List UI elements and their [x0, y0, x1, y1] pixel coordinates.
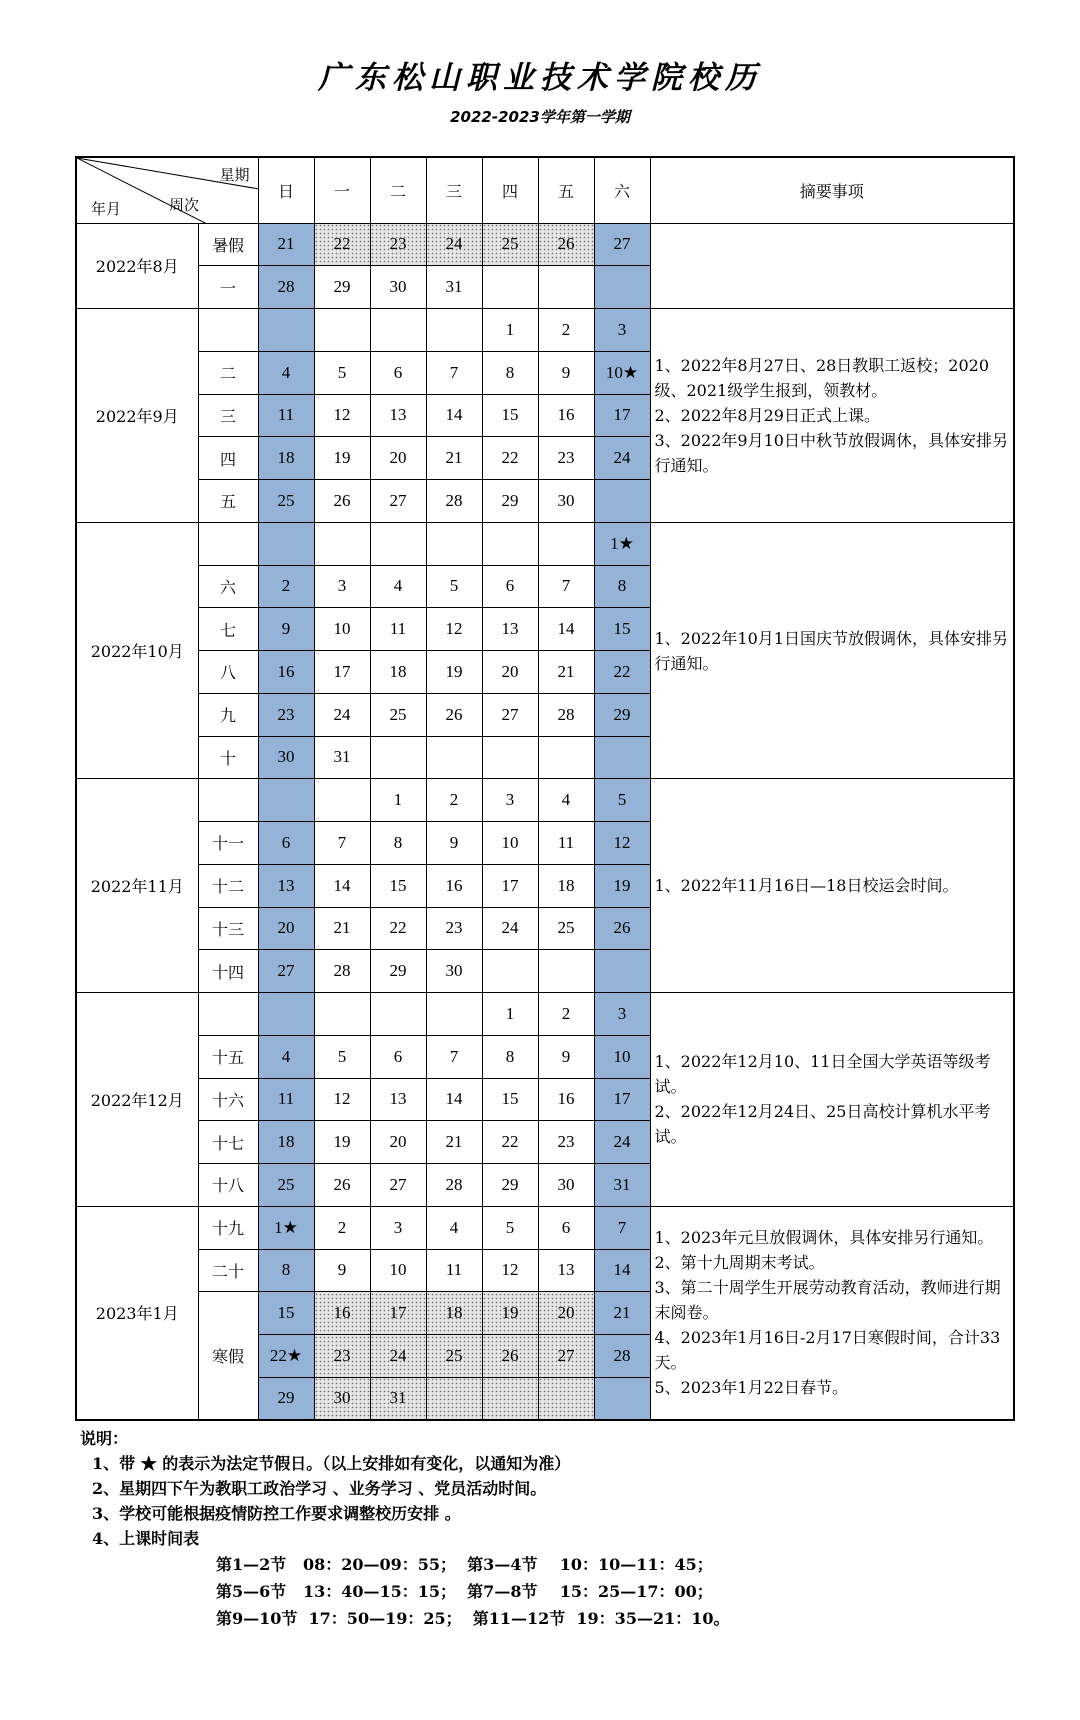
week-number: 十六	[198, 1078, 258, 1121]
day-cell: 29	[594, 693, 650, 736]
day-cell: 8	[370, 822, 426, 865]
note-item: 2、星期四下午为教职工政治学习 、业务学习 、党员活动时间。	[92, 1479, 547, 1498]
calendar-body	[76, 223, 1014, 1420]
note-item: 1、带 ★ 的表示为法定节假日。（以上安排如有变化，以通知为准）	[92, 1454, 571, 1473]
week-row	[76, 779, 1014, 822]
day-cell: 28	[258, 266, 314, 309]
day-cell: 8	[258, 1249, 314, 1292]
day-header: 六	[594, 157, 650, 223]
day-cell: 30	[538, 480, 594, 523]
corner-header	[76, 157, 258, 223]
day-cell: 29	[482, 480, 538, 523]
day-cell: 5	[314, 351, 370, 394]
day-cell: 10	[482, 822, 538, 865]
day-cell: 1	[370, 779, 426, 822]
day-cell: 22	[482, 1121, 538, 1164]
day-cell: 15	[482, 1078, 538, 1121]
day-cell: 17	[482, 864, 538, 907]
day-cell: 15	[370, 864, 426, 907]
day-header: 四	[482, 157, 538, 223]
page-title: 广东松山职业技术学院校历	[318, 60, 762, 96]
day-cell: 19	[314, 437, 370, 480]
day-cell	[258, 522, 314, 565]
day-cell: 27	[482, 693, 538, 736]
day-cell: 15	[594, 608, 650, 651]
day-cell: 11	[370, 608, 426, 651]
day-cell: 13	[370, 1078, 426, 1121]
day-cell: 31	[594, 1164, 650, 1207]
day-cell	[538, 950, 594, 993]
day-cell: 30	[314, 1377, 370, 1420]
day-cell	[538, 266, 594, 309]
day-cell: 22★	[258, 1335, 314, 1378]
day-cell: 18	[258, 1121, 314, 1164]
week-number: 十七	[198, 1121, 258, 1164]
day-cell: 2	[314, 1206, 370, 1249]
day-cell	[482, 736, 538, 779]
day-cell: 13	[538, 1249, 594, 1292]
day-cell: 31	[314, 736, 370, 779]
day-cell: 24	[594, 1121, 650, 1164]
week-number: 暑假	[198, 223, 258, 266]
day-cell	[538, 1377, 594, 1420]
day-cell	[482, 950, 538, 993]
week-number: 六	[198, 565, 258, 608]
day-header: 二	[370, 157, 426, 223]
day-cell: 26	[538, 223, 594, 266]
day-cell: 26	[314, 480, 370, 523]
day-cell: 14	[426, 394, 482, 437]
day-cell: 17	[594, 394, 650, 437]
day-cell: 19	[482, 1292, 538, 1335]
day-cell: 23	[538, 1121, 594, 1164]
calendar-table	[75, 156, 1015, 1421]
day-cell: 23	[370, 223, 426, 266]
schedule-row: 第1—2节 08：20—09：55； 第3—4节 10：10—11：45；	[216, 1555, 713, 1574]
day-cell: 20	[370, 437, 426, 480]
day-cell: 28	[594, 1335, 650, 1378]
day-cell: 12	[314, 1078, 370, 1121]
day-cell: 24	[314, 693, 370, 736]
day-cell	[370, 736, 426, 779]
summary-text: 1、2022年8月27日、28日教职工返校；2020级、2021级学生报到，领教材。 2、2022年8月29日正式上课。 3、2022年9月10日中秋节放假调休，具体安排另行通知。	[654, 355, 1008, 475]
day-cell: 16	[538, 1078, 594, 1121]
summary-header: 摘要事项	[650, 157, 1014, 223]
day-cell: 1★	[258, 1206, 314, 1249]
day-cell: 31	[370, 1377, 426, 1420]
week-number: 十	[198, 736, 258, 779]
day-header: 一	[314, 157, 370, 223]
day-cell: 21	[426, 1121, 482, 1164]
day-cell: 7	[426, 351, 482, 394]
day-cell: 20	[258, 907, 314, 950]
week-number: 十三	[198, 907, 258, 950]
week-number: 一	[198, 266, 258, 309]
day-cell: 4	[258, 1035, 314, 1078]
day-cell: 28	[426, 1164, 482, 1207]
summary-cell	[650, 1206, 1014, 1420]
notes-title: 说明：	[80, 1429, 129, 1448]
day-cell: 25	[538, 907, 594, 950]
day-cell: 13	[370, 394, 426, 437]
day-cell: 27	[370, 480, 426, 523]
day-cell: 9	[538, 351, 594, 394]
day-cell: 29	[258, 1377, 314, 1420]
day-cell: 27	[538, 1335, 594, 1378]
day-cell: 4	[426, 1206, 482, 1249]
day-cell: 19	[426, 651, 482, 694]
day-cell: 26	[482, 1335, 538, 1378]
week-row	[76, 993, 1014, 1036]
notes-section	[80, 1426, 1020, 1551]
day-cell: 21	[258, 223, 314, 266]
summary-cell	[650, 223, 1014, 309]
day-cell: 30	[538, 1164, 594, 1207]
week-number: 二	[198, 351, 258, 394]
week-number: 十八	[198, 1164, 258, 1207]
day-cell: 21	[314, 907, 370, 950]
corner-month-label: 年月	[91, 200, 122, 218]
day-cell: 23	[426, 907, 482, 950]
day-cell	[370, 993, 426, 1036]
day-cell: 5	[314, 1035, 370, 1078]
summary-text: 1、2022年11月16日—18日校运会时间。	[654, 876, 959, 896]
day-cell: 29	[370, 950, 426, 993]
day-cell: 12	[594, 822, 650, 865]
day-cell: 18	[258, 437, 314, 480]
day-cell: 26	[314, 1164, 370, 1207]
day-cell: 16	[538, 394, 594, 437]
day-cell: 22	[370, 907, 426, 950]
week-row	[76, 1206, 1014, 1249]
day-cell: 16	[426, 864, 482, 907]
day-cell: 23	[258, 693, 314, 736]
day-cell: 2	[538, 993, 594, 1036]
week-number	[198, 522, 258, 565]
week-number: 七	[198, 608, 258, 651]
week-row	[76, 223, 1014, 266]
day-cell: 15	[258, 1292, 314, 1335]
day-cell	[370, 522, 426, 565]
day-cell: 20	[538, 1292, 594, 1335]
schedule-row: 第9—10节 17：50—19：25； 第11—12节 19：35—21：10。	[216, 1609, 730, 1628]
day-cell	[426, 736, 482, 779]
week-number	[198, 993, 258, 1036]
day-cell: 11	[258, 394, 314, 437]
day-cell	[258, 309, 314, 352]
month-label: 2022年9月	[76, 309, 198, 523]
day-cell: 12	[482, 1249, 538, 1292]
day-cell: 25	[370, 693, 426, 736]
day-cell: 23	[314, 1335, 370, 1378]
day-cell: 8	[482, 351, 538, 394]
day-cell: 27	[594, 223, 650, 266]
day-cell: 21	[426, 437, 482, 480]
day-cell: 10	[370, 1249, 426, 1292]
day-cell: 16	[258, 651, 314, 694]
month-label: 2022年12月	[76, 993, 198, 1207]
day-cell	[370, 309, 426, 352]
day-cell: 18	[370, 651, 426, 694]
summary-text: 1、2022年12月10、11日全国大学英语等级考试。 2、2022年12月24日、25日高校计算机水平考试。	[654, 1052, 991, 1147]
day-header: 三	[426, 157, 482, 223]
day-cell: 25	[482, 223, 538, 266]
day-cell	[314, 522, 370, 565]
day-cell: 6	[370, 1035, 426, 1078]
day-cell	[482, 266, 538, 309]
day-cell: 28	[314, 950, 370, 993]
day-cell: 22	[594, 651, 650, 694]
day-cell	[594, 1377, 650, 1420]
day-cell: 1	[482, 309, 538, 352]
day-cell: 25	[258, 1164, 314, 1207]
corner-week-label: 周次	[169, 196, 200, 214]
day-cell: 28	[426, 480, 482, 523]
day-cell: 29	[314, 266, 370, 309]
day-cell: 4	[370, 565, 426, 608]
day-cell: 5	[426, 565, 482, 608]
summary-text: 1、2023年元旦放假调休，具体安排另行通知。 2、第十九周期末考试。 3、第二十周学生开展劳动教育活动，教师进行期末阅卷。 4、2023年1月16日-2月17日寒假时间，合计33天。 5、2023年1月22日春节。	[654, 1228, 1001, 1398]
day-cell: 7	[314, 822, 370, 865]
day-cell: 6	[258, 822, 314, 865]
week-row	[76, 522, 1014, 565]
day-cell: 30	[426, 950, 482, 993]
day-cell: 9	[314, 1249, 370, 1292]
corner-weekday-label: 星期	[219, 166, 250, 184]
day-cell	[258, 779, 314, 822]
summary-cell	[650, 309, 1014, 523]
day-cell	[426, 522, 482, 565]
day-cell: 16	[314, 1292, 370, 1335]
day-cell: 19	[594, 864, 650, 907]
day-cell	[538, 736, 594, 779]
week-number: 寒假	[198, 1292, 258, 1420]
day-cell: 3	[482, 779, 538, 822]
day-cell	[314, 779, 370, 822]
day-cell	[482, 1377, 538, 1420]
day-cell: 26	[426, 693, 482, 736]
day-cell: 2	[258, 565, 314, 608]
day-cell: 5	[594, 779, 650, 822]
day-cell: 9	[426, 822, 482, 865]
month-label: 2023年1月	[76, 1206, 198, 1420]
day-cell	[426, 1377, 482, 1420]
day-cell: 29	[482, 1164, 538, 1207]
day-cell: 13	[258, 864, 314, 907]
day-cell: 10★	[594, 351, 650, 394]
day-cell	[314, 993, 370, 1036]
note-item: 3、学校可能根据疫情防控工作要求调整校历安排 。	[92, 1504, 461, 1523]
day-cell	[594, 736, 650, 779]
week-number: 五	[198, 480, 258, 523]
day-cell: 24	[426, 223, 482, 266]
summary-cell	[650, 993, 1014, 1207]
schedule-row: 第5—6节 13：40—15：15； 第7—8节 15：25—17：00；	[216, 1582, 713, 1601]
day-cell: 14	[594, 1249, 650, 1292]
day-cell: 22	[482, 437, 538, 480]
day-cell: 7	[426, 1035, 482, 1078]
day-cell: 24	[370, 1335, 426, 1378]
week-number: 四	[198, 437, 258, 480]
day-cell: 8	[482, 1035, 538, 1078]
day-header: 日	[258, 157, 314, 223]
week-number	[198, 309, 258, 352]
day-cell: 31	[426, 266, 482, 309]
day-cell: 14	[314, 864, 370, 907]
day-cell: 10	[594, 1035, 650, 1078]
day-cell	[594, 266, 650, 309]
day-cell: 11	[538, 822, 594, 865]
day-cell: 5	[482, 1206, 538, 1249]
day-cell: 25	[426, 1335, 482, 1378]
day-cell: 13	[482, 608, 538, 651]
day-cell: 6	[370, 351, 426, 394]
header-row	[76, 157, 1014, 223]
day-cell: 20	[370, 1121, 426, 1164]
page-subtitle: 2022-2023学年第一学期	[450, 108, 630, 126]
day-cell: 8	[594, 565, 650, 608]
month-label: 2022年8月	[76, 223, 198, 309]
day-header: 五	[538, 157, 594, 223]
day-cell: 3	[370, 1206, 426, 1249]
day-cell: 12	[314, 394, 370, 437]
summary-text: 1、2022年10月1日国庆节放假调休，具体安排另行通知。	[654, 628, 1008, 673]
month-label: 2022年11月	[76, 779, 198, 993]
week-number: 十五	[198, 1035, 258, 1078]
week-number: 十一	[198, 822, 258, 865]
week-row	[76, 309, 1014, 352]
day-cell: 1	[482, 993, 538, 1036]
day-cell	[426, 309, 482, 352]
week-number: 十二	[198, 864, 258, 907]
day-cell: 21	[594, 1292, 650, 1335]
day-cell: 30	[258, 736, 314, 779]
day-cell: 11	[426, 1249, 482, 1292]
day-cell: 17	[370, 1292, 426, 1335]
day-cell: 9	[538, 1035, 594, 1078]
day-cell: 11	[258, 1078, 314, 1121]
day-cell: 10	[314, 608, 370, 651]
month-label: 2022年10月	[76, 522, 198, 779]
day-cell: 14	[538, 608, 594, 651]
day-cell: 18	[538, 864, 594, 907]
day-cell	[426, 993, 482, 1036]
day-cell: 6	[482, 565, 538, 608]
day-cell: 3	[594, 309, 650, 352]
day-cell: 25	[258, 480, 314, 523]
day-cell: 6	[538, 1206, 594, 1249]
day-cell: 1★	[594, 522, 650, 565]
week-number: 十四	[198, 950, 258, 993]
day-cell: 3	[594, 993, 650, 1036]
day-cell: 17	[594, 1078, 650, 1121]
day-cell: 9	[258, 608, 314, 651]
day-cell: 2	[426, 779, 482, 822]
day-cell: 30	[370, 266, 426, 309]
week-number: 二十	[198, 1249, 258, 1292]
day-cell: 15	[482, 394, 538, 437]
day-cell: 3	[314, 565, 370, 608]
day-cell: 12	[426, 608, 482, 651]
day-cell: 14	[426, 1078, 482, 1121]
day-cell: 24	[594, 437, 650, 480]
week-number	[198, 779, 258, 822]
day-cell: 4	[258, 351, 314, 394]
day-cell: 19	[314, 1121, 370, 1164]
day-cell: 23	[538, 437, 594, 480]
day-cell: 2	[538, 309, 594, 352]
day-cell	[258, 993, 314, 1036]
note-item: 4、上课时间表	[92, 1529, 200, 1548]
summary-cell	[650, 779, 1014, 993]
day-cell: 17	[314, 651, 370, 694]
day-cell: 24	[482, 907, 538, 950]
day-cell: 26	[594, 907, 650, 950]
week-number: 三	[198, 394, 258, 437]
day-cell: 20	[482, 651, 538, 694]
day-cell: 28	[538, 693, 594, 736]
day-cell	[314, 309, 370, 352]
day-cell: 27	[258, 950, 314, 993]
day-cell	[538, 522, 594, 565]
day-cell: 18	[426, 1292, 482, 1335]
day-cell	[594, 480, 650, 523]
class-schedule	[216, 1551, 729, 1632]
day-cell: 7	[538, 565, 594, 608]
day-cell	[594, 950, 650, 993]
week-number: 九	[198, 693, 258, 736]
day-cell: 27	[370, 1164, 426, 1207]
week-number: 八	[198, 651, 258, 694]
day-cell: 7	[594, 1206, 650, 1249]
summary-cell	[650, 522, 1014, 779]
day-cell	[482, 522, 538, 565]
day-cell: 4	[538, 779, 594, 822]
day-cell: 22	[314, 223, 370, 266]
week-number: 十九	[198, 1206, 258, 1249]
day-cell: 21	[538, 651, 594, 694]
